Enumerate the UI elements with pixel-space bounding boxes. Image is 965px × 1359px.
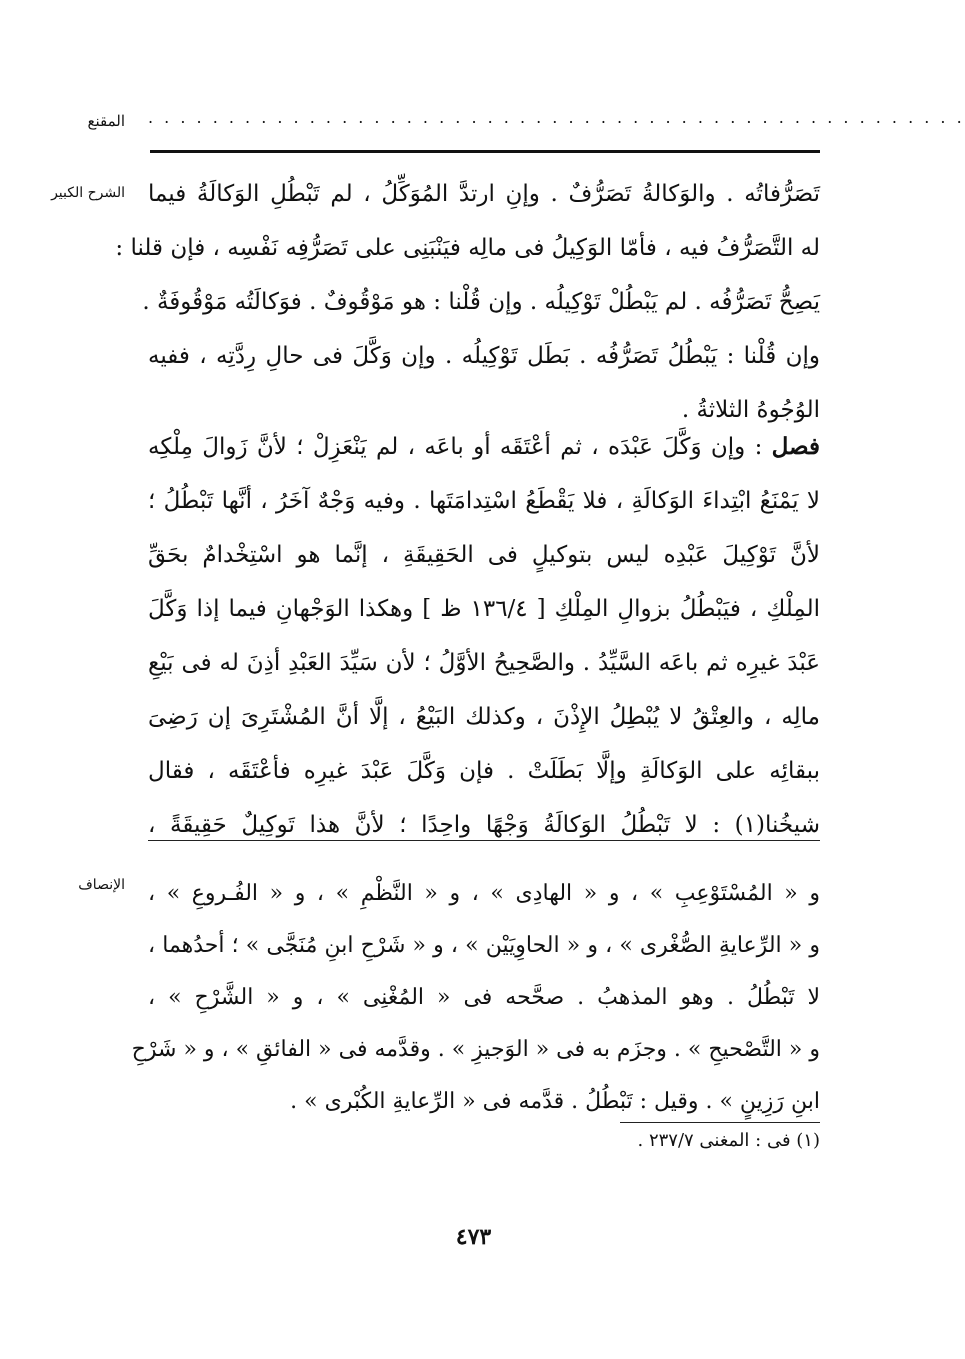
text-line-content: : وإن وَكَّلَ عَبْدَه ، ثم أعْتَقَه أو باعَه ، لم يَنْعَزِلْ ؛ لأنَّ زَوالَ مِلْكِه — [148, 434, 763, 460]
header-dotted-line: . . . . . . . . . . . . . . . . . . . . . . . . . . . . . . . . . . . . . . . . . . . . . . . . . . . — [148, 108, 965, 127]
sharh-kabir-label: الشرح الكبير — [51, 185, 125, 201]
main-text — [148, 420, 820, 852]
text-line: له التَّصَرُّفُ فيه ، فأمّا الوَكِيلُ فى مالِه فيَنْبَنِى على تَصَرُّفِه نَفْسِه ، فإن قلنا : — [115, 235, 820, 261]
fasl-heading: فصل — [771, 433, 820, 460]
text-line-first — [148, 420, 820, 474]
header-book-title: المقنع — [87, 112, 125, 130]
insaf-text — [131, 868, 820, 1128]
text-line: و « المُسْتَوْعِبِ » ، و « الهادِى » ، و « النَّظْمِ » ، و « الفُـروعِ » ، — [148, 881, 820, 906]
text-line: المِلْكِ ، فيَبْطُلُ بزوالِ المِلْكِ [ ١٣٦/٤ ظ ] وهكذا الوَجْهانِ فيما إذا وَكَّلَ — [148, 596, 821, 622]
text-line: و « الرِّعايةِ الصُّغْرى » ، و « الحاوِيَيْن » ، و « شَرْحِ ابنِ مُنَجَّى » ؛ أحدُهما ، — [148, 933, 820, 958]
text-line: تَصَرُّفاتُه . والوَكالةُ تَصَرُّفٌ . وإنِ ارتدَّ المُوَكِّلُ ، لم تَبْطُلِ الوَكالَةُ فيما — [148, 181, 820, 207]
page-number: ٤٧٣ — [455, 1224, 492, 1250]
insaf-label: الإنصاف — [78, 877, 125, 893]
sharh-kabir-text — [115, 167, 820, 437]
text-line: ابنِ رَزِينٍ » . وقيل : تَبْطُلُ . قدَّمه فى « الرِّعايةِ الكُبْرى » . — [290, 1089, 820, 1114]
text-line: الوُجُوهُ الثلاثةُ . — [681, 397, 820, 423]
footnote: (١) فى : المغنى ٢٣٧/٧ . — [637, 1130, 820, 1151]
text-line: شيخُنا(١) : لا تَبْطُلُ الوَكالَةُ وَجْهًا واحِدًا ؛ لأنَّ هذا تَوكِيلٌ حَقِيقَةً ، — [148, 812, 820, 838]
text-line: عَبْدَ غيرِه ثم باعَه السَّيِّدُ . والصَّحِيحُ الأوَّلُ ؛ لأن سَيِّدَ العَبْدِ أذِنَ له فى بَيْعِ — [148, 650, 820, 676]
text-line: مالِه ، والعِتْقُ لا يُبْطِلُ الإِذْنَ ، وكذلك البَيْعُ ، إلَّا أنَّ المُشْتَرِىَ إن رَضِىَ — [148, 704, 820, 730]
text-line: لا يَمْنَعُ ابْتِداءَ الوَكالَةِ ، فلا يَقْطَعُ اسْتِدامَتَها . وفيه وَجْهٌ آخَرُ ، أنَّها تَبْطُلُ ؛ — [148, 488, 820, 514]
text-line: يَصِحُّ تَصَرُّفُه . لم يَبْطُلْ تَوْكِيلُه . وإن قُلْنا : هو مَوْقُوفٌ . فوَكالَتُه مَوْقُوفَةٌ . — [142, 289, 820, 315]
text-line: وإن قُلْنا : يَبْطُلُ تَصَرُّفُه . بَطَل تَوْكِيلُه . وإن وَكَّلَ فى حالِ رِدَّتِه ، ففيه — [148, 343, 820, 369]
section-divider — [148, 840, 820, 841]
footnote-rule — [620, 1122, 820, 1123]
text-line: و « التَّصْحيحِ » . وجزَم به فى « الوَجيزِ » . وقدَّمه فى « الفائقِ » ، و « شَرْحِ — [131, 1037, 820, 1062]
text-line: لا تَبْطُلُ . وهو المذهبُ . صحَّحه فى « المُغْنِى » ، و « الشَّرْحِ » ، — [148, 985, 820, 1010]
header-rule — [150, 150, 820, 153]
text-line: لأنَّ تَوْكِيلَ عَبْدِه ليس بتوكيلٍ فى الحَقِيقَةِ ، إنَّما هو اسْتِخْدامٌ بحَقِّ — [148, 542, 820, 568]
text-line: ببقائِه على الوَكالَةِ وإلَّا بَطَلَتْ . فإن وَكَّلَ عَبْدَ غيرِه فأعْتَقَه ، فقال — [148, 758, 820, 784]
